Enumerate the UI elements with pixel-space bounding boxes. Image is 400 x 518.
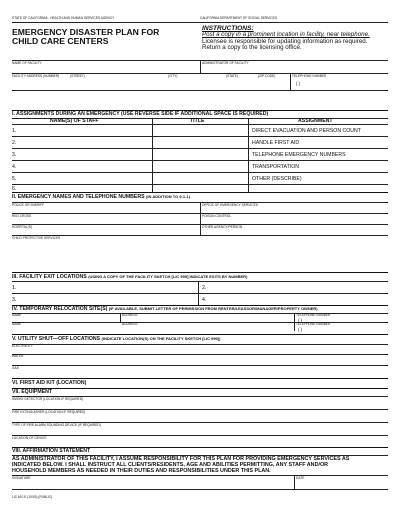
assignment-label: HANDLE FIRST AID — [252, 140, 300, 146]
form-title-line2: CHILD CARE CENTERS — [12, 36, 109, 46]
agency-left: STATE OF CALIFORNIA - HEALTH AND HUMAN SERVICES AGENCY — [12, 16, 115, 20]
oes-label: OFFICE OF EMERGENCY SERVICES — [202, 203, 258, 207]
exit-1: 1. — [12, 285, 17, 291]
form-number: LIC 610 E (10/03) (PUBLIC) — [12, 495, 53, 499]
section5-heading: V. UTILITY SHUT—OFF LOCATIONS (INDICATE LOCATION(S) ON THE FACILITY SKETCH [LIC 999]) — [12, 336, 221, 342]
relocation-phone-label: TELEPHONE NUMBER — [296, 322, 331, 326]
section2-heading: II. EMERGENCY NAMES AND TELEPHONE NUMBERS (IN ADDITION TO 9-1-1) — [12, 194, 191, 200]
col-title: TITLE — [190, 118, 205, 124]
header-rule — [12, 22, 388, 23]
relocation-phone-parens: ( ) — [298, 327, 303, 332]
affirmation-line1: AS ADMINISTRATOR OF THIS FACILITY, I ASSUME RESPONSIBILITY FOR THIS PLAN FOR PROVIDING EMERGENCY SERVICES AS — [12, 456, 350, 462]
assignment-label: DIRECT EVACUATION AND PERSON COUNT — [252, 128, 361, 134]
alarm-type-label: TYPE OF FIRE ALARM SOUNDING DEVICE (IF REQUIRED) — [12, 423, 101, 427]
section3-heading: III. FACILITY EXIT LOCATIONS (USING A COPY OF THE FACILITY SKETCH [LIC 999] INDICATE EXITS BY NUMBER) — [12, 274, 248, 280]
other-agency-label: OTHER AGENCY/PERSON — [202, 225, 243, 229]
col-staff-names: NAME(S) OF STAFF — [50, 118, 99, 124]
assignment-label: TRANSPORTATION — [252, 164, 299, 170]
relocation-address-label: ADDRESS — [122, 322, 138, 326]
relocation-phone-label: TELEPHONE NUMBER — [296, 313, 331, 317]
red-cross-label: RED CROSS — [12, 214, 32, 218]
telephone-label: TELEPHONE NUMBER — [292, 74, 327, 78]
facility-name-label: NAME OF FACILITY — [12, 61, 42, 65]
exit-2: 2. — [202, 285, 207, 291]
smoke-detector-label: SMOKE DETECTOR (LOCATION IF REQUIRED) — [12, 397, 84, 401]
gas-label: GAS — [12, 366, 19, 370]
city-label: (CITY) — [168, 74, 178, 78]
instructions-line2: Licensee is responsible for updating information as required. — [202, 37, 368, 45]
exit-4: 4. — [202, 297, 207, 303]
zip-label: (ZIP CODE) — [258, 74, 276, 78]
section7-heading: VII. EQUIPMENT — [12, 389, 53, 395]
col-assignment: ASSIGNMENT — [298, 118, 333, 124]
assignment-label: TELEPHONE EMERGENCY NUMBERS — [252, 152, 346, 158]
facility-address-label: FACILITY ADDRESS (NUMBER) — [12, 74, 60, 78]
relocation-phone-parens: ( ) — [298, 318, 303, 323]
instructions-line3: Return a copy to the licensing office. — [202, 44, 302, 51]
relocation-name-label: NAME — [12, 322, 22, 326]
section1-heading: I. ASSIGNMENTS DURING AN EMERGENCY (USE REVERSE SIDE IF ADDITIONAL SPACE IS REQUIRED) — [12, 111, 269, 117]
hospitals-label: HOSPITAL(S) — [12, 225, 32, 229]
assignment-label: OTHER (DESCRIBE) — [252, 176, 302, 182]
state-label: (STATE) — [226, 74, 239, 78]
instructions-line1: Post a copy in a prominent location in facility, near telephone. — [202, 31, 370, 38]
relocation-name-label: NAME — [12, 313, 22, 317]
affirmation-line2: INDICATED BELOW. I SHALL INSTRUCT ALL CLIENTS/RESIDENTS, AGE AND ABILITIES PERMITTING, ANY STAFF AND/OR — [12, 462, 329, 468]
cps-label: CHILD PROTECTIVE SERVICES — [12, 236, 61, 240]
form-page: STATE OF CALIFORNIA - HEALTH AND HUMAN SERVICES AGENCY CALIFORNIA DEPARTMENT OF SOCIAL SERVICES EMERGENCY DISASTER PLAN FOR CHILD CARE CENTERS INSTRUCTIONS: Post a copy in a prominent location in facility, near telephone. Licensee is responsible for updating information as required. Return a copy to the licensing office. NAME OF FACILITY ADMINISTRATOR OF FACILITY FACILITY ADDRESS (NUMBER) (STREET) (CITY) (STATE) (ZIP CODE) TELEPHONE NUMBER ( ) I. ASSIGNMENTS DURING AN EMERGENCY (USE REVERSE SIDE IF ADDITIONAL SPACE IS REQUIRED) NAME(S) OF STAFF TITLE ASSIGNMENT 1. DIRECT EVACUATION AND PERSON COUNT 2. HANDLE FIRST AID 3. TELEPHONE EMERGENCY NUMBERS 4. TRANSPORTATION 5. OTHER (DESCRIBE) 6. II. EMERGENCY NAMES AND TELEPHONE NUMBERS (IN ADDITION TO 9-1-1) POLICE OR SHERIFF OFFICE OF EMERGENCY SERVICES RED CROSS POISON CONTROL HOSPITAL(S) OTHER AGENCY/PERSON CHILD PROTECTIVE SERVICES III. FACILITY EXIT LOCATIONS (USING A COPY OF THE FACILITY SKETCH [LIC 999] INDICATE EXITS BY NUMBER) 1. 2. 3. 4. IV. TEMPORARY RELOCATION SITE(S) (IF AVAILABLE, SUBMIT LETTER OF PERMISSION FROM RENTER/LEASSOR/MANAGER/PROPERTY OWNER) NAME ADDRESS TELEPHONE NUMBER ( ) NAME ADDRESS TELEPHONE NUMBER ( ) V. UTILITY SHUT—OFF LOCATIONS (INDICATE LOCATION(S) ON THE FACILITY SKETCH [LIC 999]) ELECTRICITY WATER GAS VI. FIRST AID KIT (LOCATION) VII. EQUIPMENT SMOKE DETECTOR (LOCATION IF REQUIRED) FIRE EXTINGUISHER (LOCATION IF REQUIRED) TYPE OF FIRE ALARM SOUNDING DEVICE (IF REQUIRED) LOCATION OF DEVICE VIII. AFFIRMATION STATEMENT AS ADMINISTRATOR OF THIS FACILITY, I ASSUME RESPONSIBILITY FOR THIS PLAN FOR PROVIDING EMERGENCY SERVICES AS INDICATED BELOW. I SHALL INSTRUCT ALL CLIENTS/RESIDENTS, AGE AND ABILITIES PERMITTING, ANY STAFF AND/OR HOUSEHOLD MEMBERS AS NEEDED IN THEIR DUTIES AND RESPONSIBILITIES UNDER THIS PLAN. SIGNATURE DATE LIC 610 E (10/03) (PUBLIC) — [0, 0, 400, 518]
exit-3: 3. — [12, 297, 17, 303]
fire-extinguisher-label: FIRE EXTINGUISHER (LOCATION IF REQUIRED) — [12, 410, 86, 414]
street-label: (STREET) — [70, 74, 85, 78]
administrator-label: ADMINISTRATOR OF FACILITY — [202, 61, 249, 65]
relocation-address-label: ADDRESS — [122, 313, 138, 317]
police-label: POLICE OR SHERIFF — [12, 203, 45, 207]
water-label: WATER — [12, 354, 24, 358]
affirmation-line3: HOUSEHOLD MEMBERS AS NEEDED IN THEIR DUTIES AND RESPONSIBILITIES UNDER THIS PLAN. — [12, 468, 271, 474]
form-title-line1: EMERGENCY DISASTER PLAN FOR — [12, 27, 160, 37]
electricity-label: ELECTRICITY — [12, 344, 33, 348]
agency-right: CALIFORNIA DEPARTMENT OF SOCIAL SERVICES — [200, 16, 277, 20]
device-location-label: LOCATION OF DEVICE — [12, 436, 47, 440]
section4-heading: IV. TEMPORARY RELOCATION SITE(S) (IF AVAILABLE, SUBMIT LETTER OF PERMISSION FROM RENTER/LEASSOR/MANAGER/PROPERTY OWNER) — [12, 306, 318, 312]
instructions-heading: INSTRUCTIONS: — [202, 25, 254, 32]
section6-heading: VI. FIRST AID KIT (LOCATION) — [12, 380, 87, 386]
telephone-parens: ( ) — [296, 81, 301, 86]
date-field[interactable]: DATE — [296, 476, 305, 480]
signature-field[interactable]: SIGNATURE — [12, 476, 31, 480]
poison-control-label: POISON CONTROL — [202, 214, 232, 218]
section8-heading: VIII. AFFIRMATION STATEMENT — [12, 448, 91, 454]
